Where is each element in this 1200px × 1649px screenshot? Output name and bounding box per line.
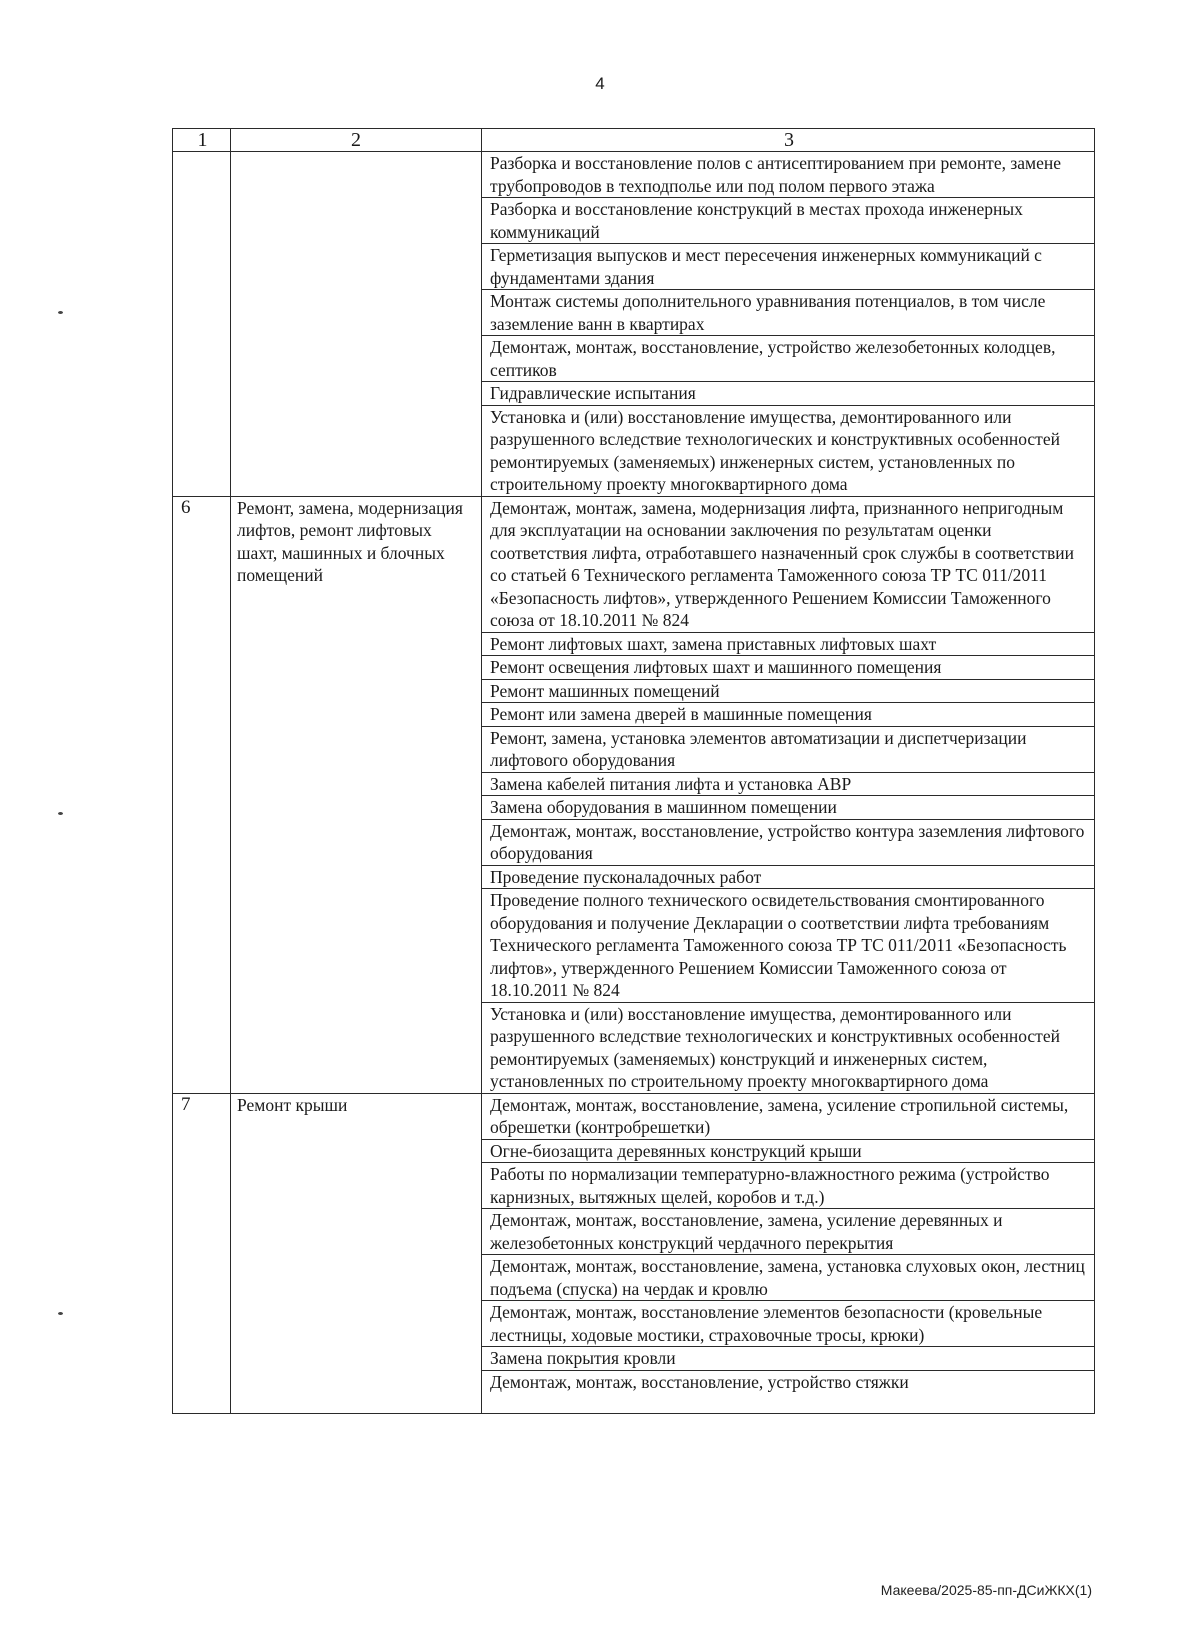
section-title-cell [231,244,482,290]
row-number-cell [173,1139,231,1163]
work-item-cell: Ремонт лифтовых шахт, замена приставных лифтовых шахт [482,632,1095,656]
header-col-3: 3 [482,129,1095,152]
table-row [173,632,1095,656]
work-item-cell: Демонтаж, монтаж, восстановление, замена, усиление стропильной системы, обрешетки (контробрешетки) [482,1093,1095,1139]
table-row [173,1370,1095,1413]
table-row [173,889,1095,1003]
section-title-cell [231,772,482,796]
work-item-cell: Проведение полного технического освидетельствования смонтированного оборудования и получение Декларации о соответствии лифта требованиям Технического регламента Таможенного союза ТР ТС 011/2011 «Безопасность лифтов», утвержденного Решением Комиссии Таможенного союза от 18.10.2011 № 824 [482,889,1095,1003]
section-title-cell [231,290,482,336]
section-title-cell [231,405,482,496]
row-number-cell [173,796,231,820]
table-row [173,679,1095,703]
table-row [173,1301,1095,1347]
section-title-cell [231,336,482,382]
section-number: 6 [173,496,231,632]
section-title-cell [231,703,482,727]
section-title-cell [231,152,482,198]
row-number-cell [173,1347,231,1371]
row-number-cell [173,1255,231,1301]
table-row [173,198,1095,244]
section-title-cell [231,679,482,703]
table-row [173,244,1095,290]
section-title-cell [231,796,482,820]
section-title-cell [231,819,482,865]
row-number-cell [173,1002,231,1093]
table-row [173,496,1095,632]
work-item-cell: Демонтаж, монтаж, восстановление, замена, установка слуховых окон, лестниц подъема (спуска) на чердак и кровлю [482,1255,1095,1301]
section-title-cell [231,1301,482,1347]
table-row [173,726,1095,772]
work-item-cell: Проведение пусконаладочных работ [482,865,1095,889]
work-item-cell: Ремонт, замена, установка элементов автоматизации и диспетчеризации лифтового оборудования [482,726,1095,772]
table-row [173,1163,1095,1209]
table-row [173,382,1095,406]
row-number-cell [173,632,231,656]
section-title-cell [231,726,482,772]
work-item-cell: Герметизация выпусков и мест пересечения инженерных коммуникаций с фундаментами здания [482,244,1095,290]
table-row [173,1002,1095,1093]
section-title-cell [231,382,482,406]
work-item-cell: Демонтаж, монтаж, восстановление, замена, усиление деревянных и железобетонных конструкций чердачного перекрытия [482,1209,1095,1255]
work-item-cell: Ремонт машинных помещений [482,679,1095,703]
row-number-cell [173,1370,231,1413]
table-row [173,656,1095,680]
row-number-cell [173,819,231,865]
row-number-cell [173,1209,231,1255]
work-item-cell: Демонтаж, монтаж, восстановление, устройство стяжки [482,1370,1095,1413]
row-number-cell [173,703,231,727]
row-number-cell [173,290,231,336]
section-title-cell [231,865,482,889]
work-item-cell: Демонтаж, монтаж, восстановление, устройство железобетонных колодцев, септиков [482,336,1095,382]
row-number-cell [173,244,231,290]
section-title-cell [231,1209,482,1255]
table-row [173,1139,1095,1163]
row-number-cell [173,679,231,703]
work-item-cell: Установка и (или) восстановление имущества, демонтированного или разрушенного вследствие технологических и конструктивных особенностей ремонтируемых (заменяемых) конструкций и инженерных систем, установленных по строительному проекту многоквартирного дома [482,1002,1095,1093]
work-item-cell: Монтаж системы дополнительного уравнивания потенциалов, в том числе заземление ванн в квартирах [482,290,1095,336]
table-row [173,865,1095,889]
table-row [173,290,1095,336]
works-table [172,128,1095,1414]
scan-margin-mark [58,812,63,815]
table-row [173,772,1095,796]
table-row [173,819,1095,865]
row-number-cell [173,865,231,889]
work-item-cell: Замена покрытия кровли [482,1347,1095,1371]
work-item-cell: Гидравлические испытания [482,382,1095,406]
work-item-cell: Демонтаж, монтаж, восстановление элементов безопасности (кровельные лестницы, ходовые мостики, страховочные тросы, крюки) [482,1301,1095,1347]
table-row [173,336,1095,382]
work-item-cell: Огне-биозащита деревянных конструкций крыши [482,1139,1095,1163]
work-item-cell: Разборка и восстановление конструкций в местах прохода инженерных коммуникаций [482,198,1095,244]
work-item-cell: Ремонт освещения лифтовых шахт и машинного помещения [482,656,1095,680]
work-item-cell: Демонтаж, монтаж, замена, модернизация лифта, признанного непригодным для эксплуатации на основании заключения по результатам оценки соответствия лифта, отработавшего назначенный срок службы в соответствии со статьей 6 Технического регламента Таможенного союза ТР ТС 011/2011 «Безопасность лифтов», утвержденного Решением Комиссии Таможенного союза от 18.10.2011 № 824 [482,496,1095,632]
row-number-cell [173,152,231,198]
work-item-cell: Демонтаж, монтаж, восстановление, устройство контура заземления лифтового оборудования [482,819,1095,865]
scan-margin-mark [58,311,63,314]
section-title-cell [231,656,482,680]
table-row [173,1093,1095,1139]
row-number-cell [173,889,231,1003]
section-title-cell [231,889,482,1003]
work-item-cell: Ремонт или замена дверей в машинные помещения [482,703,1095,727]
section-title: Ремонт крыши [231,1093,482,1139]
row-number-cell [173,336,231,382]
row-number-cell [173,772,231,796]
row-number-cell [173,198,231,244]
section-title-cell [231,1255,482,1301]
table-header-row [173,129,1095,152]
works-table-body [173,129,1095,1414]
header-col-1: 1 [173,129,231,152]
section-title: Ремонт, замена, модернизация лифтов, ремонт лифтовых шахт, машинных и блочных помещений [231,496,482,632]
work-item-cell: Замена оборудования в машинном помещении [482,796,1095,820]
table-row [173,703,1095,727]
table-row [173,405,1095,496]
row-number-cell [173,656,231,680]
section-title-cell [231,1347,482,1371]
row-number-cell [173,382,231,406]
row-number-cell [173,726,231,772]
section-title-cell [231,632,482,656]
section-title-cell [231,1139,482,1163]
work-item-cell: Работы по нормализации температурно-влажностного режима (устройство карнизных, вытяжных щелей, коробов и т.д.) [482,1163,1095,1209]
work-item-cell: Разборка и восстановление полов с антисептированием при ремонте, замене трубопроводов в техподполье или под полом первого этажа [482,152,1095,198]
row-number-cell [173,405,231,496]
table-row [173,152,1095,198]
section-title-cell [231,1370,482,1413]
page-number: 4 [595,74,605,93]
row-number-cell [173,1163,231,1209]
row-number-cell [173,1301,231,1347]
table-row [173,1255,1095,1301]
section-title-cell [231,1163,482,1209]
table-row [173,1209,1095,1255]
section-title-cell [231,1002,482,1093]
table-row [173,796,1095,820]
work-item-cell: Замена кабелей питания лифта и установка АВР [482,772,1095,796]
work-item-cell: Установка и (или) восстановление имущества, демонтированного или разрушенного вследствие технологических и конструктивных особенностей ремонтируемых (заменяемых) инженерных систем, установленных по строительному проекту многоквартирного дома [482,405,1095,496]
document-footer-code: Макеева/2025-85-пп-ДСиЖКХ(1) [880,1582,1092,1598]
header-col-2: 2 [231,129,482,152]
section-title-cell [231,198,482,244]
scan-margin-mark [58,1312,63,1315]
table-row [173,1347,1095,1371]
section-number: 7 [173,1093,231,1139]
